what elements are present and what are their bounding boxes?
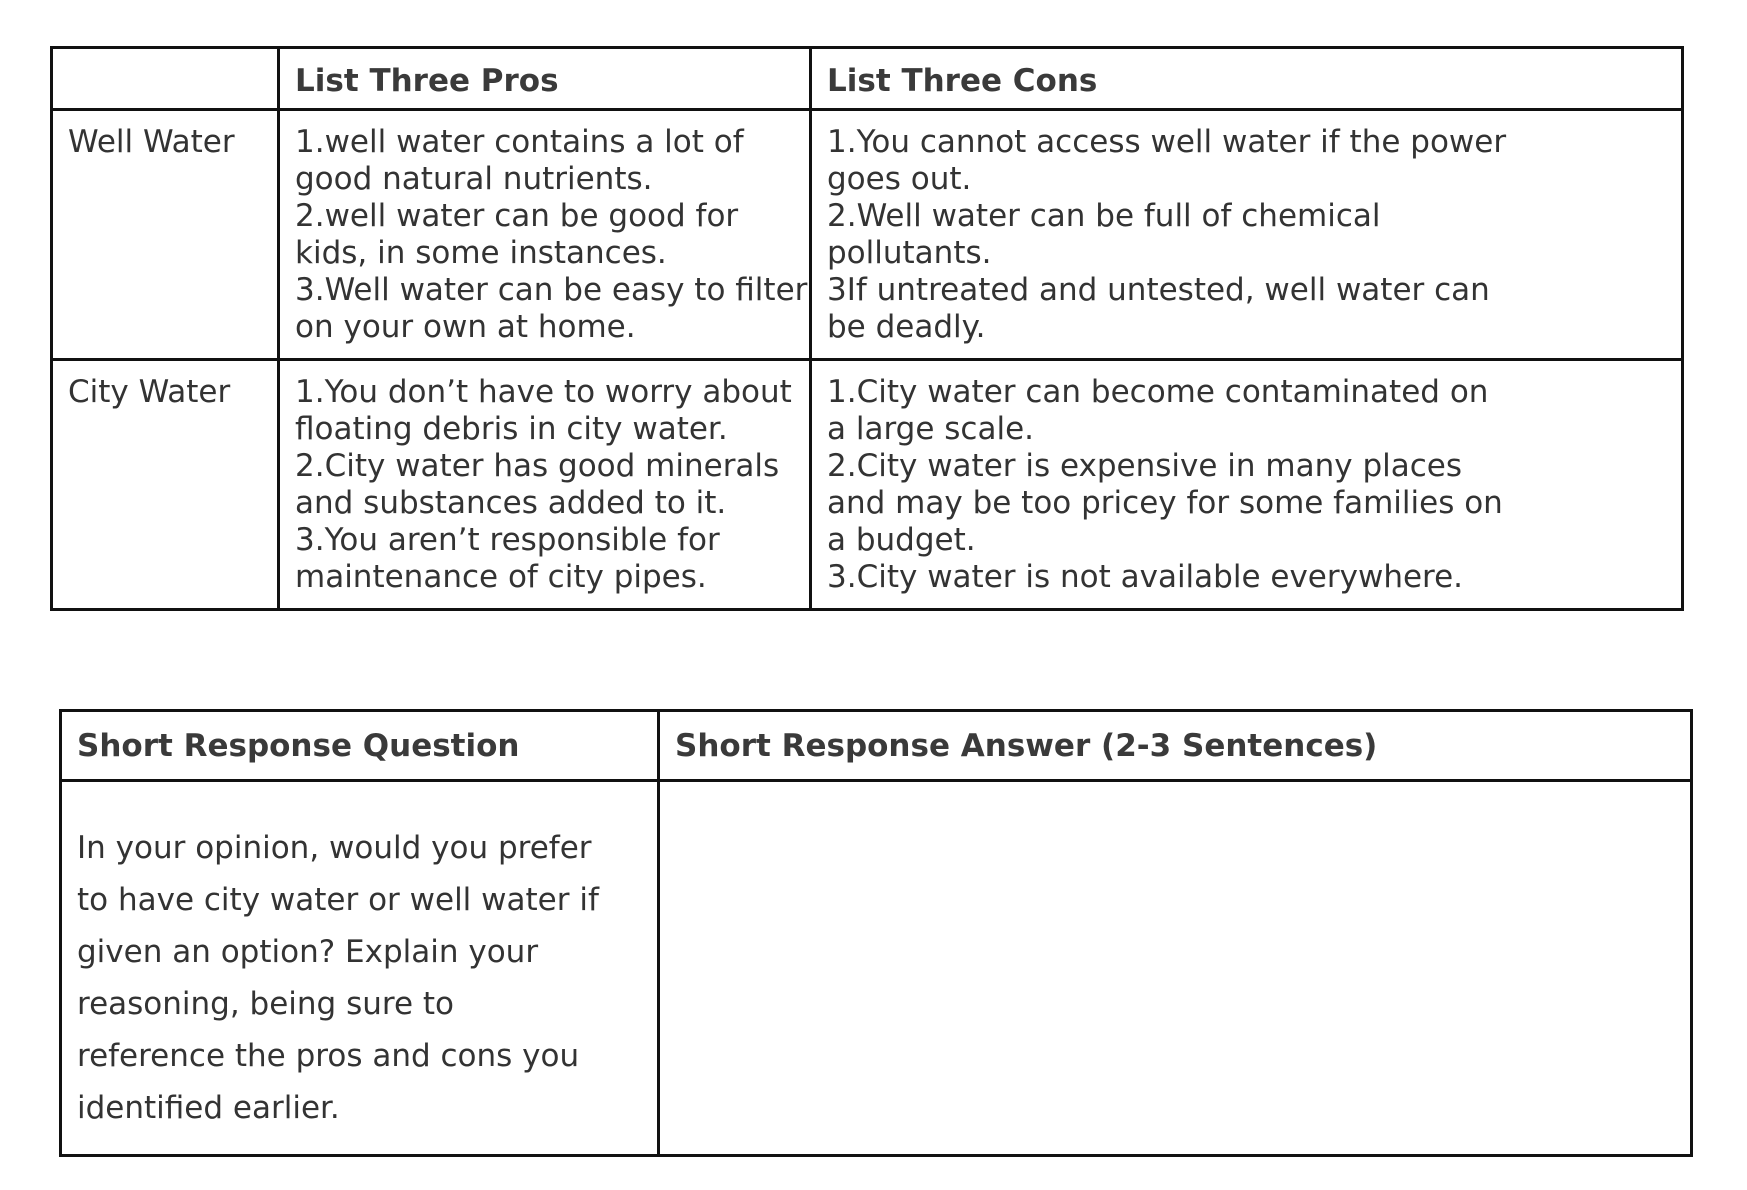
well-pros-line: 2.well water can be good for <box>295 198 739 234</box>
well-cons-line: goes out. <box>827 161 972 197</box>
header-pros: List Three Pros <box>279 48 811 110</box>
city-cons-line: a large scale. <box>827 411 1034 447</box>
city-pros-line: floating debris in city water. <box>295 411 728 447</box>
row-label-city-water: City Water <box>52 360 279 610</box>
short-response-answer-header: Short Response Answer (2-3 Sentences) <box>659 711 1692 781</box>
well-cons-line: 1.You cannot access well water if the power <box>827 124 1507 160</box>
city-cons-line: 1.City water can become contaminated on <box>827 374 1489 410</box>
question-line: reference the pros and cons you <box>77 1038 580 1074</box>
well-pros-line: on your own at home. <box>295 309 636 345</box>
header-empty-cell <box>52 48 279 110</box>
city-water-pros-cell[interactable] <box>279 360 811 610</box>
question-line: In your opinion, would you prefer <box>77 830 592 866</box>
short-response-table <box>59 709 1693 1157</box>
well-pros-line: 1.well water contains a lot of <box>295 124 744 160</box>
city-pros-line: 3.You aren’t responsible for <box>295 522 720 558</box>
well-cons-line: 3If untreated and untested, well water can <box>827 272 1490 308</box>
table-row-well-water <box>52 110 1683 360</box>
table-header-row <box>52 48 1683 110</box>
city-pros-line: 2.City water has good minerals <box>295 448 780 484</box>
well-water-cons-cell[interactable] <box>811 110 1683 360</box>
short-response-question-header: Short Response Question <box>61 711 659 781</box>
short-response-question-cell <box>61 781 659 1156</box>
question-line: reasoning, being sure to <box>77 986 454 1022</box>
well-pros-line: good natural nutrients. <box>295 161 653 197</box>
city-pros-line: 1.You don’t have to worry about <box>295 374 792 410</box>
question-line: identified earlier. <box>77 1090 340 1126</box>
city-cons-line: 2.City water is expensive in many places <box>827 448 1463 484</box>
well-cons-line: 2.Well water can be full of chemical <box>827 198 1381 234</box>
table-row-city-water <box>52 360 1683 610</box>
city-cons-line: 3.City water is not available everywhere. <box>827 559 1464 595</box>
question-line: given an option? Explain your <box>77 934 539 970</box>
well-water-pros-cell[interactable] <box>279 110 811 360</box>
well-pros-line: 3.Well water can be easy to filter <box>295 272 808 308</box>
city-pros-line: and substances added to it. <box>295 485 727 521</box>
row-label-well-water: Well Water <box>52 110 279 360</box>
city-cons-line: and may be too pricey for some families on <box>827 485 1503 521</box>
short-response-row <box>61 781 1692 1156</box>
short-response-header-row <box>61 711 1692 781</box>
pros-cons-table <box>50 46 1684 611</box>
city-water-cons-cell[interactable] <box>811 360 1683 610</box>
well-cons-line: be deadly. <box>827 309 986 345</box>
question-line: to have city water or well water if <box>77 882 599 918</box>
city-pros-line: maintenance of city pipes. <box>295 559 707 595</box>
short-response-answer-cell[interactable] <box>659 781 1692 1156</box>
well-cons-line: pollutants. <box>827 235 992 271</box>
city-cons-line: a budget. <box>827 522 976 558</box>
header-cons: List Three Cons <box>811 48 1683 110</box>
well-pros-line: kids, in some instances. <box>295 235 667 271</box>
